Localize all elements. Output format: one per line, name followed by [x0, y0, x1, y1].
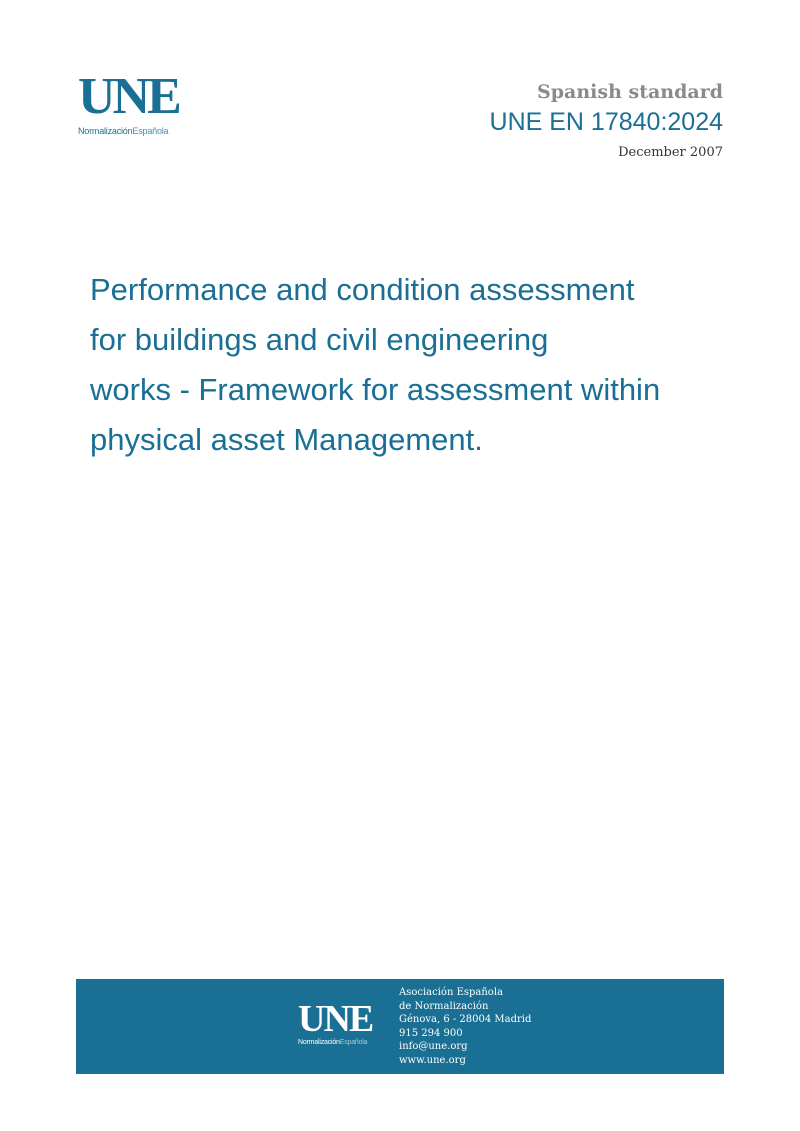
une-logo: [78, 68, 198, 136]
footer-website[interactable]: www.une.org: [399, 1054, 466, 1066]
footer-org-name-line2: de Normalización: [399, 1000, 489, 1012]
footer-logo-subtitle-light: Española: [339, 1039, 368, 1046]
standard-type: Spanish standard: [537, 81, 723, 103]
footer-logo-mark: UNE: [298, 998, 373, 1040]
footer-contact-block: [399, 986, 531, 1067]
document-title: [90, 265, 730, 465]
footer-logo-subtitle-dark: Normalización: [298, 1039, 340, 1046]
footer-une-logo: [298, 998, 388, 1046]
document-title-line: works - Framework for assessment within: [90, 372, 661, 407]
document-title-line: physical asset Management.: [90, 422, 483, 457]
standard-header: [490, 80, 723, 162]
document-title-line: Performance and condition assessment: [90, 272, 635, 307]
une-logo-subtitle: [78, 126, 198, 136]
footer-phone: 915 294 900: [399, 1027, 463, 1039]
une-logo-subtitle-light: Española: [132, 126, 169, 136]
footer-address: Génova, 6 - 28004 Madrid: [399, 1014, 532, 1025]
document-title-line: for buildings and civil engineering: [90, 322, 549, 357]
footer-band: [76, 979, 724, 1074]
une-logo-mark: UNE: [78, 68, 179, 125]
footer-email[interactable]: info@une.org: [399, 1041, 468, 1052]
standard-code: UNE EN 17840:2024: [489, 108, 723, 136]
footer-org-name-line1: Asociación Española: [399, 987, 503, 998]
standard-date: December 2007: [618, 145, 723, 160]
footer-logo-subtitle: [298, 1039, 388, 1046]
une-logo-subtitle-dark: Normalización: [78, 126, 133, 136]
